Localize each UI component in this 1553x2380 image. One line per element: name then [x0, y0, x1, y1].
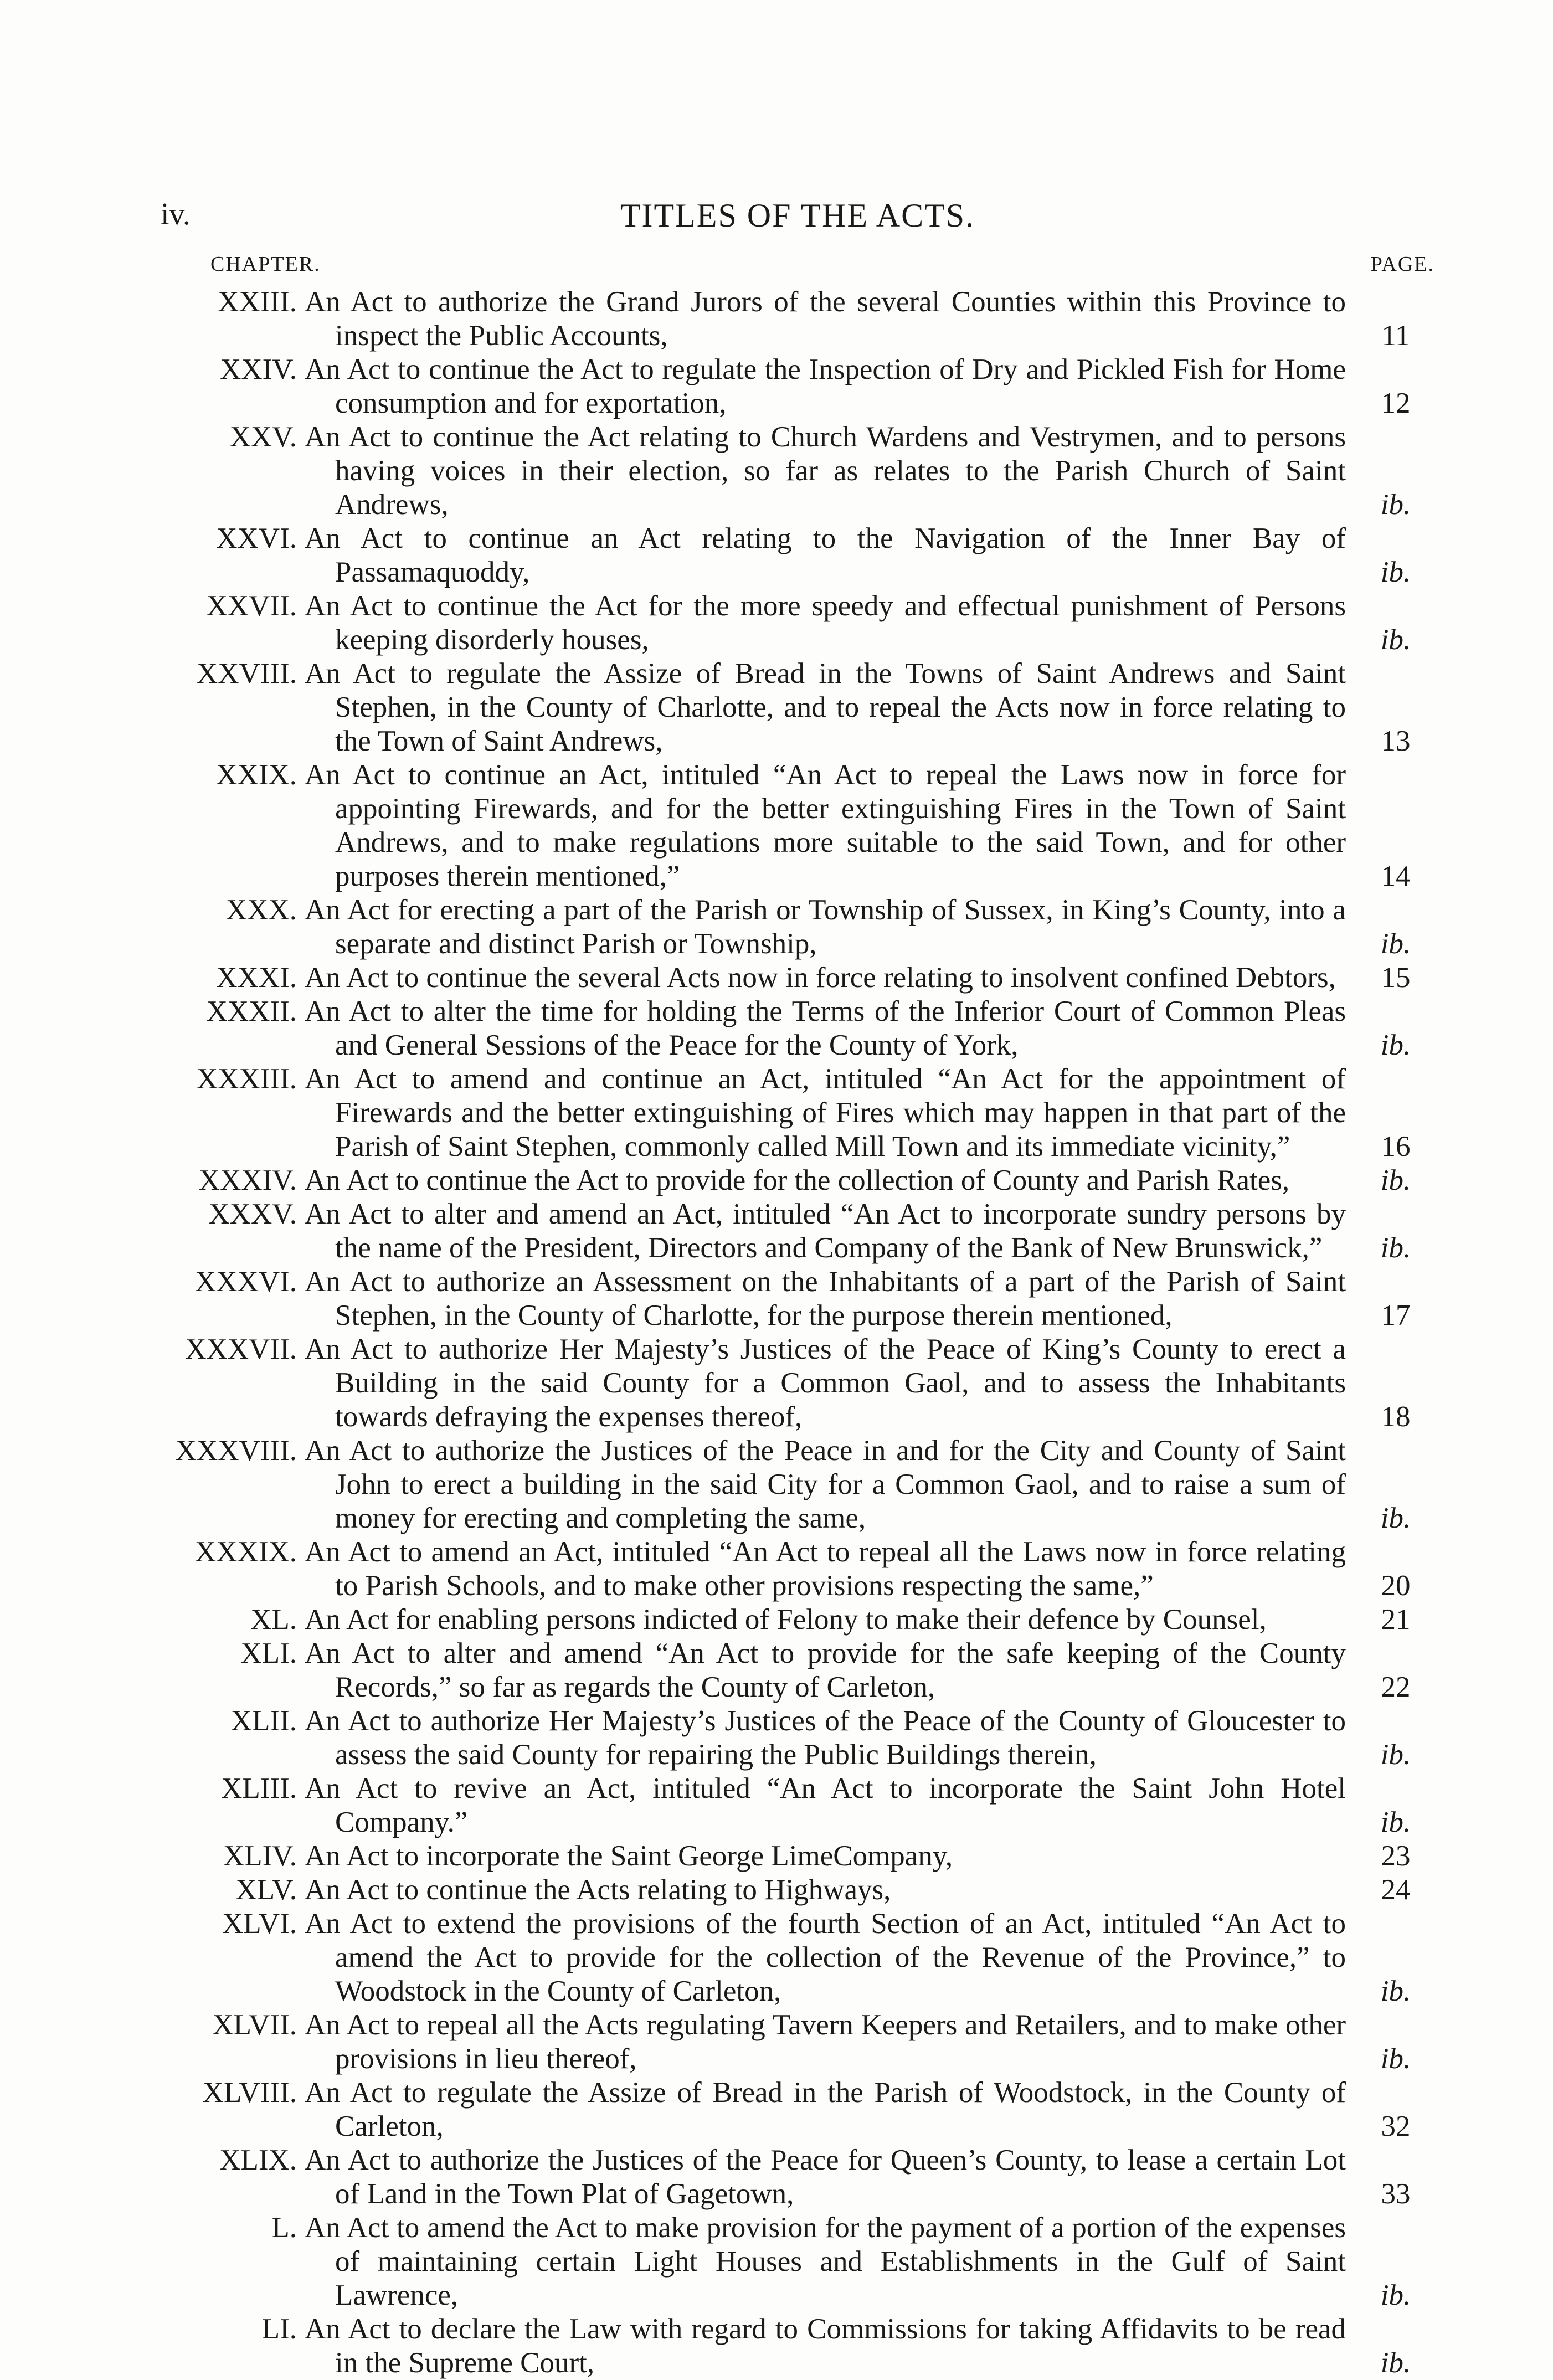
- act-title: An Act to continue the Act to provide for the collection of County and Parish Rates,: [305, 1164, 1290, 1196]
- act-entry: [138, 522, 1446, 589]
- page-reference: 11: [1381, 320, 1410, 352]
- page-reference: ib.: [1380, 928, 1411, 960]
- act-entry: [138, 1772, 1446, 1839]
- page-reference: ib.: [1380, 2043, 1411, 2075]
- chapter-number: XXIV.: [220, 353, 297, 385]
- page-reference: 33: [1381, 2178, 1411, 2210]
- act-entry: [138, 657, 1446, 758]
- act-title: An Act to authorize an Assessment on the Inhabitants of a part of the Parish of Saint Stephen, in the County of Charlotte, for the purpose therein mentioned,: [305, 1266, 1346, 1332]
- act-title: An Act for erecting a part of the Parish or Township of Sussex, in King’s County, into a separate and distinct Parish or Township,: [305, 894, 1346, 960]
- running-title: TITLES OF THE ACTS.: [620, 197, 975, 234]
- act-entry: [138, 1839, 1446, 1873]
- act-entry: [138, 1637, 1446, 1704]
- page-reference: 20: [1381, 1570, 1411, 1602]
- page-reference: 16: [1381, 1130, 1411, 1163]
- act-title: An Act to authorize the Justices of the Peace for Queen’s County, to lease a certain Lot of Land in the Town Plat of Gagetown,: [305, 2144, 1346, 2210]
- act-entry: [138, 285, 1446, 353]
- act-entry: [138, 1873, 1446, 1907]
- chapter-number: XXXV.: [208, 1198, 297, 1230]
- page-reference: ib.: [1380, 1806, 1411, 1838]
- chapter-number: XLII.: [230, 1705, 297, 1737]
- chapter-number: XLV.: [235, 1874, 297, 1906]
- chapter-column-heading: CHAPTER.: [210, 253, 321, 276]
- act-entry: [138, 420, 1446, 522]
- act-title: An Act to continue an Act relating to the Navigation of the Inner Bay of Passamaquoddy,: [305, 522, 1346, 588]
- page-reference: ib.: [1380, 1739, 1411, 1771]
- page-folio: iv.: [161, 197, 191, 232]
- act-entry: [138, 1265, 1446, 1333]
- act-title: An Act to continue the Act relating to Church Wardens and Vestrymen, and to persons having voices in their election, so far as relates to the Parish Church of Saint Andrews,: [305, 421, 1346, 521]
- act-entry: [138, 2008, 1446, 2076]
- act-title: An Act to amend and continue an Act, intituled “An Act for the appointment of Firewards and the better extinguishing of Fires which may happen in that part of the Parish of Saint Stephen, commonly called Mill Town and its immediate vicinity,”: [305, 1063, 1346, 1163]
- act-entry: [138, 353, 1446, 420]
- act-entry: [138, 2312, 1446, 2380]
- chapter-number: XXXI.: [216, 962, 297, 994]
- act-entry: [138, 1704, 1446, 1772]
- act-entry: [138, 1164, 1446, 1197]
- act-entry: [138, 589, 1446, 657]
- page-reference: 12: [1381, 387, 1411, 419]
- act-title: An Act to regulate the Assize of Bread in the Towns of Saint Andrews and Saint Stephen, in the County of Charlotte, and to repeal the Acts now in force relating to the Town of Saint Andrews,: [305, 657, 1346, 757]
- chapter-number: XLIII.: [221, 1772, 297, 1805]
- act-entry: [138, 961, 1446, 995]
- page-reference: ib.: [1380, 1164, 1411, 1196]
- page-reference: ib.: [1380, 556, 1411, 588]
- page-column-heading: PAGE.: [1370, 253, 1434, 276]
- chapter-number: XLIX.: [219, 2144, 297, 2176]
- page-reference: 21: [1381, 1603, 1411, 1636]
- act-title: An Act to alter and amend “An Act to provide for the safe keeping of the County Records,” so far as regards the County of Carleton,: [305, 1637, 1346, 1703]
- act-title: An Act to authorize the Justices of the Peace in and for the City and County of Saint John to erect a building in the said City for a Common Gaol, and to raise a sum of money for erecting and completing the same,: [305, 1435, 1346, 1534]
- chapter-number: XXXVIII.: [175, 1435, 297, 1467]
- act-title: An Act to continue the Acts relating to Highways,: [305, 1874, 891, 1906]
- chapter-number: XXXIX.: [195, 1536, 297, 1568]
- page-reference: 14: [1381, 860, 1411, 892]
- chapter-number: XLVI.: [222, 1908, 297, 1940]
- act-entry: [138, 2211, 1446, 2312]
- page-reference: ib.: [1380, 489, 1411, 521]
- chapter-number: XXXII.: [206, 995, 297, 1027]
- chapter-number: XXIII.: [218, 286, 297, 318]
- page-reference: ib.: [1380, 2347, 1411, 2379]
- act-title: An Act to authorize Her Majesty’s Justices of the Peace of King’s County to erect a Building in the said County for a Common Gaol, and to assess the Inhabitants towards defraying the expenses thereof,: [305, 1333, 1346, 1433]
- chapter-number: XLIV.: [223, 1840, 297, 1872]
- page-reference: ib.: [1380, 1975, 1411, 2007]
- chapter-number: XXVIII.: [196, 657, 297, 690]
- page-reference: 24: [1381, 1874, 1411, 1906]
- act-entry: [138, 2076, 1446, 2143]
- act-entry: [138, 995, 1446, 1062]
- act-entry: [138, 1603, 1446, 1637]
- page-reference: 32: [1381, 2110, 1411, 2142]
- act-title: An Act to revive an Act, intituled “An Act to incorporate the Saint John Hotel Company.”: [305, 1772, 1346, 1838]
- act-title: An Act to authorize Her Majesty’s Justices of the Peace of the County of Gloucester to assess the said County for repairing the Public Buildings therein,: [305, 1705, 1346, 1771]
- page-reference: ib.: [1380, 2279, 1411, 2311]
- chapter-number: XXXIII.: [196, 1063, 297, 1095]
- act-entry: [138, 1535, 1446, 1603]
- chapter-number: XXXVII.: [185, 1333, 297, 1365]
- act-title: An Act to alter and amend an Act, intituled “An Act to incorporate sundry persons by the name of the President, Directors and Company of the Bank of New Brunswick,”: [305, 1198, 1346, 1264]
- act-entry: [138, 1434, 1446, 1535]
- chapter-number: XLVII.: [212, 2009, 297, 2041]
- page-reference: ib.: [1380, 1502, 1411, 1534]
- act-title: An Act to authorize the Grand Jurors of the several Counties within this Province to inspect the Public Accounts,: [305, 286, 1346, 352]
- act-title: An Act to regulate the Assize of Bread in the Parish of Woodstock, in the County of Carleton,: [305, 2076, 1346, 2142]
- act-title: An Act to alter the time for holding the Terms of the Inferior Court of Common Pleas and General Sessions of the Peace for the County of York,: [305, 995, 1346, 1061]
- act-title: An Act to continue the several Acts now in force relating to insolvent confined Debtors,: [305, 962, 1336, 994]
- page-reference: 18: [1381, 1401, 1411, 1433]
- chapter-number: XLVIII.: [202, 2076, 297, 2109]
- act-entry: [138, 1907, 1446, 2008]
- chapter-number: XXV.: [229, 421, 297, 453]
- chapter-number: XXIX.: [216, 759, 297, 791]
- page-reference: 22: [1381, 1671, 1411, 1703]
- act-entry: [138, 1197, 1446, 1265]
- chapter-number: XXXIV.: [198, 1164, 297, 1196]
- chapter-number: XL.: [250, 1603, 297, 1636]
- act-title: An Act to incorporate the Saint George LimeCompany,: [305, 1840, 953, 1872]
- act-entry: [138, 1062, 1446, 1164]
- act-entry: [138, 2143, 1446, 2211]
- page-header: [161, 197, 1434, 241]
- act-entry: [138, 758, 1446, 893]
- page-reference: ib.: [1380, 624, 1411, 656]
- act-title: An Act to repeal all the Acts regulating Tavern Keepers and Retailers, and to make other provisions in lieu thereof,: [305, 2009, 1346, 2075]
- act-title: An Act to amend the Act to make provision for the payment of a portion of the expenses of maintaining certain Light Houses and Establishments in the Gulf of Saint Lawrence,: [305, 2212, 1346, 2311]
- chapter-number: LI.: [261, 2313, 297, 2345]
- chapter-number: XXXVI.: [195, 1266, 297, 1298]
- act-title: An Act to continue the Act to regulate the Inspection of Dry and Pickled Fish for Home consumption and for exportation,: [305, 353, 1346, 419]
- chapter-number: XXX.: [225, 894, 297, 926]
- act-entry: [138, 893, 1446, 961]
- page-reference: ib.: [1380, 1029, 1411, 1061]
- act-title: An Act to amend an Act, intituled “An Act to repeal all the Laws now in force relating to Parish Schools, and to make other provisions respecting the same,”: [305, 1536, 1346, 1602]
- acts-list: [138, 285, 1446, 2380]
- page-reference: 15: [1381, 962, 1411, 994]
- page-reference: 17: [1381, 1299, 1411, 1332]
- act-title: An Act for enabling persons indicted of Felony to make their defence by Counsel,: [305, 1603, 1267, 1636]
- chapter-number: XLI.: [240, 1637, 297, 1669]
- page-reference: 13: [1381, 725, 1411, 757]
- act-title: An Act to declare the Law with regard to Commissions for taking Affidavits to be read in the Supreme Court,: [305, 2313, 1346, 2379]
- act-title: An Act to continue an Act, intituled “An Act to repeal the Laws now in force for appointing Firewards, and for the better extinguishing Fires in the Town of Saint Andrews, and to make regulations more suitable to the said Town, and for other purposes therein mentioned,”: [305, 759, 1346, 892]
- chapter-number: L.: [271, 2212, 297, 2244]
- act-entry: [138, 1333, 1446, 1434]
- chapter-number: XXVI.: [216, 522, 297, 554]
- column-headings: [161, 252, 1434, 285]
- act-title: An Act to continue the Act for the more speedy and effectual punishment of Persons keeping disorderly houses,: [305, 590, 1346, 656]
- page-reference: 23: [1381, 1840, 1411, 1872]
- act-title: An Act to extend the provisions of the fourth Section of an Act, intituled “An Act to amend the Act to provide for the collection of the Revenue of the Province,” to Woodstock in the County of Carleton,: [305, 1908, 1346, 2007]
- chapter-number: XXVII.: [206, 590, 297, 622]
- page-reference: ib.: [1380, 1232, 1411, 1264]
